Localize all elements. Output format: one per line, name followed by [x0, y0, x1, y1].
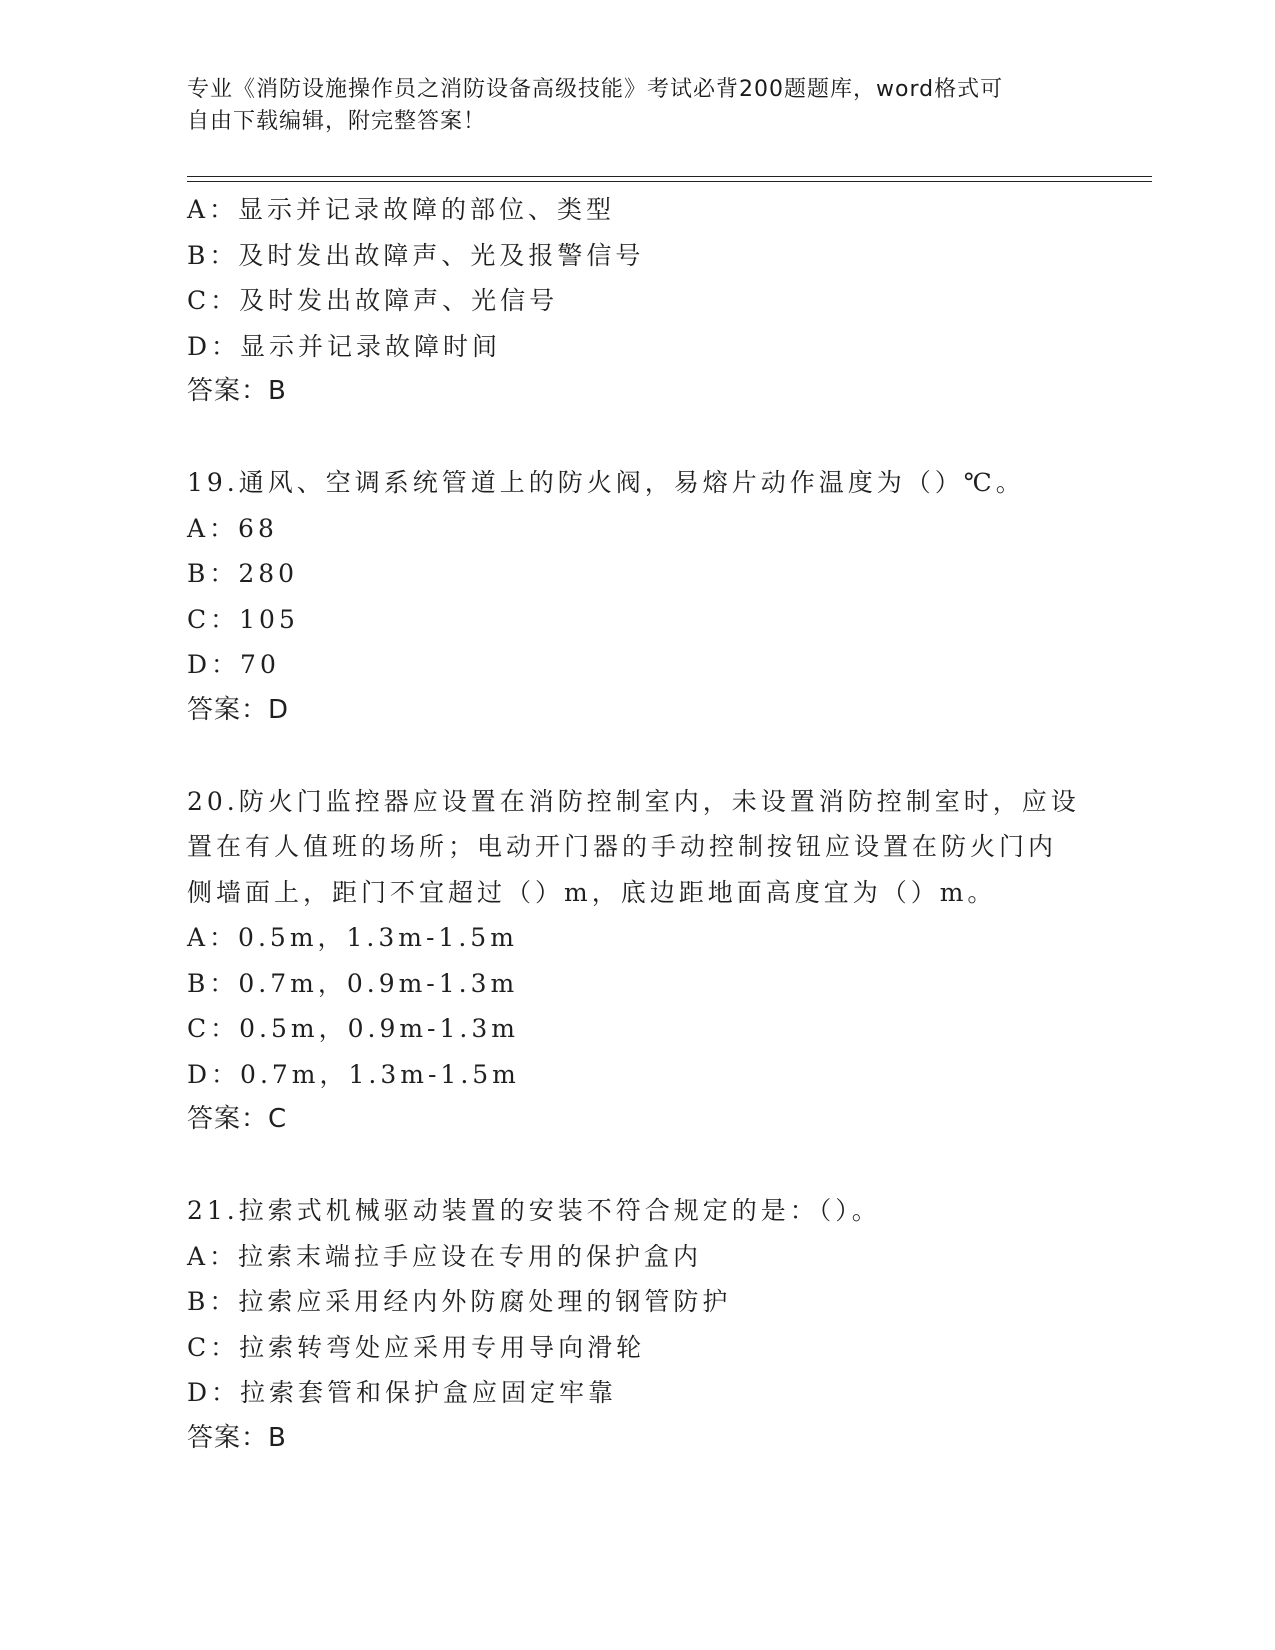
option-d: D：拉索套管和保护盒应固定牢靠	[187, 1378, 618, 1407]
option-a: A：拉索末端拉手应设在专用的保护盒内	[187, 1241, 703, 1271]
option-b: B：拉索应采用经内外防腐处理的钢管防护	[187, 1287, 732, 1316]
option-c: C：拉索转弯处应采用专用导向滑轮	[187, 1332, 646, 1362]
question-stem-line-3: 侧墙面上，距门不宜超过（）m，底边距地面高度宜为（）m。	[187, 877, 997, 907]
spacer	[187, 415, 1107, 461]
option-b: B：280	[187, 559, 299, 588]
answer: 答案：D	[187, 694, 290, 725]
question-list	[187, 187, 1107, 1461]
question-stem: 21.拉索式机械驱动装置的安装不符合规定的是：（）。	[187, 1196, 881, 1225]
answer: 答案：B	[187, 376, 287, 406]
option-c: C：105	[187, 604, 299, 634]
question-19	[187, 460, 1107, 733]
answer: 答案：C	[187, 1104, 288, 1134]
option-a: A：68	[187, 513, 278, 543]
option-d: D：0.7m，1.3m-1.5m	[187, 1059, 520, 1089]
question-stem-line-2: 置在有人值班的场所；电动开门器的手动控制按钮应设置在防火门内	[187, 832, 1058, 861]
question-18-continued	[187, 187, 1107, 415]
option-b: B：0.7m，0.9m-1.3m	[187, 968, 519, 998]
spacer	[187, 1143, 1107, 1189]
header-divider-top	[187, 176, 1152, 177]
option-c: C：及时发出故障声、光信号	[187, 286, 559, 315]
question-21	[187, 1188, 1107, 1461]
option-d: D：显示并记录故障时间	[187, 331, 502, 361]
question-stem-line-1: 20.防火门监控器应设置在消防控制室内，未设置消防控制室时，应设	[187, 786, 1080, 816]
header-line-1: 专业《消防设施操作员之消防设备高级技能》考试必背200题题库，word格式可	[187, 77, 1004, 102]
question-20	[187, 779, 1107, 1143]
option-a: A：0.5m，1.3m-1.5m	[187, 923, 518, 952]
answer: 答案：B	[187, 1422, 287, 1453]
header-line-2: 自由下载编辑，附完整答案！	[187, 109, 487, 134]
option-b: B：及时发出故障声、光及报警信号	[187, 240, 645, 270]
spacer	[187, 733, 1107, 779]
option-c: C：0.5m，0.9m-1.3m	[187, 1014, 519, 1043]
header-divider-bottom	[187, 181, 1152, 182]
question-stem: 19.通风、空调系统管道上的防火阀，易熔片动作温度为（）℃。	[187, 468, 1025, 497]
option-d: D：70	[187, 650, 280, 679]
document-header	[187, 74, 1067, 138]
option-a: A：显示并记录故障的部位、类型	[187, 195, 616, 224]
